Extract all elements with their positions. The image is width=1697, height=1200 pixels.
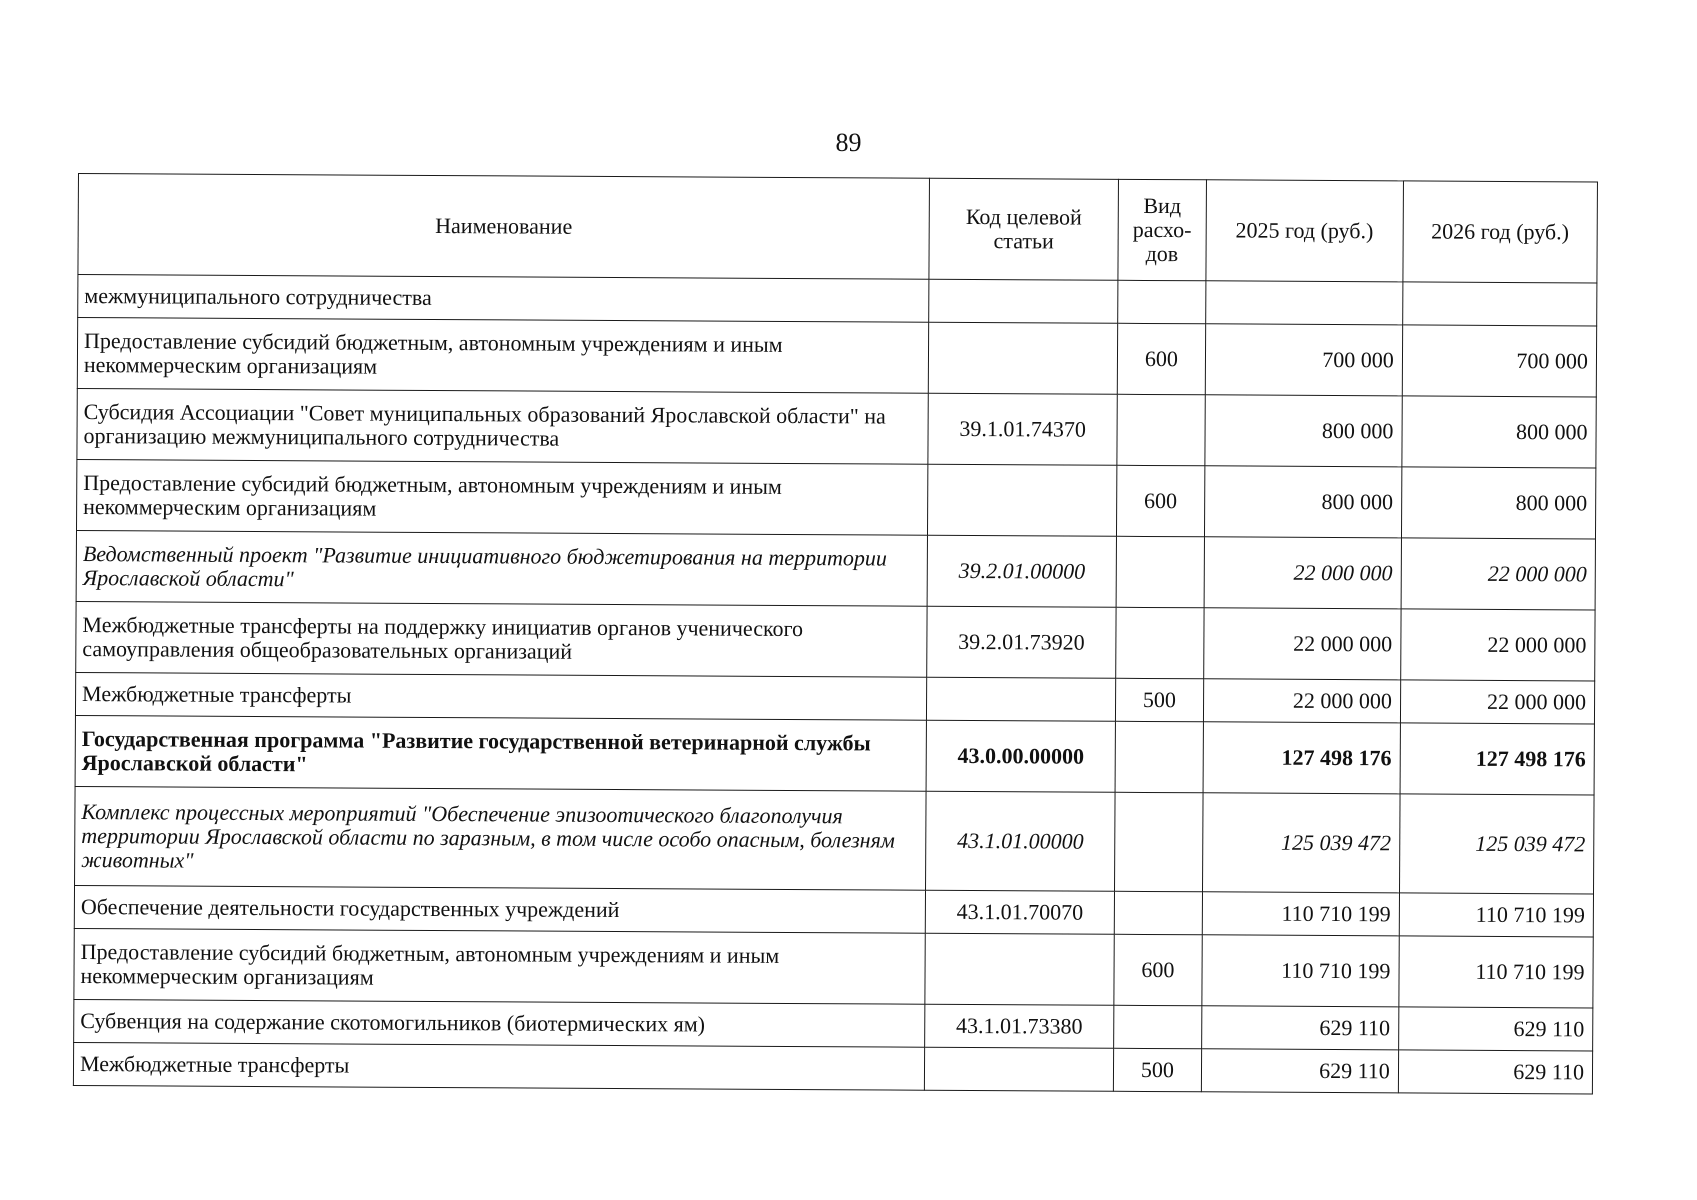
row-2026: 22 000 000: [1401, 609, 1596, 681]
row-kind: [1117, 394, 1205, 465]
row-2025: 110 710 199: [1202, 935, 1400, 1007]
row-kind: [1115, 721, 1203, 792]
page-number: 89: [835, 128, 862, 157]
row-2026: 127 498 176: [1400, 723, 1595, 795]
row-2026: 700 000: [1402, 325, 1597, 397]
row-2025: 700 000: [1205, 324, 1403, 396]
row-name: Комплекс процессных мероприятий "Обеспечение эпизоотического благополучия территории Ярославской области по заразным, в том числе особо опасным, болезням животных": [75, 786, 927, 890]
row-2025: 125 039 472: [1202, 793, 1400, 893]
row-name: Ведомственный проект "Развитие инициативного бюджетирования на территории Ярославской области": [76, 530, 927, 606]
row-2025: 22 000 000: [1203, 679, 1400, 723]
row-code: 39.1.01.74370: [928, 393, 1118, 465]
header-name: Наименование: [78, 174, 930, 280]
row-2026: 800 000: [1401, 467, 1596, 539]
row-2026: 629 110: [1398, 1050, 1592, 1094]
table-row: [75, 786, 1595, 893]
table-row: [76, 530, 1595, 609]
row-code: 43.1.01.00000: [926, 791, 1116, 891]
row-2025: 800 000: [1204, 466, 1402, 538]
row-kind: 600: [1117, 323, 1205, 394]
row-name: Государственная программа "Развитие государственной ветеринарной службы Ярославской области": [75, 715, 926, 791]
table-header-row: [78, 174, 1598, 283]
row-kind: [1118, 280, 1206, 323]
header-2026: 2026 год (руб.): [1403, 181, 1598, 283]
header-2025: 2025 год (руб.): [1206, 180, 1404, 282]
row-name: Межбюджетные трансферты на поддержку инициатив органов ученического самоуправления общеобразовательных организаций: [76, 601, 927, 677]
row-2026: 110 710 199: [1399, 936, 1594, 1008]
table-row: [73, 1042, 1592, 1093]
row-name: Обеспечение деятельности государственных учреждений: [74, 885, 925, 933]
row-2026: [1402, 282, 1596, 326]
row-kind: 600: [1114, 934, 1202, 1005]
row-kind: [1116, 536, 1204, 607]
row-kind: 500: [1114, 1048, 1202, 1091]
table-row: [74, 928, 1593, 1007]
row-2025: 22 000 000: [1204, 537, 1402, 609]
row-code: [929, 279, 1118, 323]
row-code: [925, 933, 1115, 1005]
row-name: Субвенция на содержание скотомогильников (биотермических ям): [74, 999, 925, 1047]
row-2026: 22 000 000: [1401, 538, 1596, 610]
row-code: 43.1.01.70070: [925, 890, 1114, 934]
row-name: Предоставление субсидий бюджетным, автономным учреждениям и иным некоммерческим организациям: [77, 459, 928, 535]
row-2025: 127 498 176: [1203, 722, 1401, 794]
row-2026: 110 710 199: [1399, 893, 1593, 937]
row-kind: [1115, 792, 1203, 891]
header-kind: Вид расхо-дов: [1118, 179, 1206, 280]
table-row: [77, 318, 1596, 397]
row-name: Субсидия Ассоциации "Совет муниципальных образований Ярославской области" на организацию межмуниципального сотрудничества: [77, 388, 928, 464]
budget-table: [73, 173, 1598, 1094]
table-row: [77, 459, 1596, 538]
row-name: Предоставление субсидий бюджетным, автономным учреждениям и иным некоммерческим организациям: [77, 318, 928, 394]
row-code: [924, 1047, 1113, 1091]
row-code: 39.2.01.73920: [927, 606, 1117, 678]
row-kind: [1114, 891, 1202, 934]
row-name: Межбюджетные трансферты: [73, 1042, 924, 1090]
row-2026: 629 110: [1398, 1007, 1592, 1051]
table-row: [77, 388, 1596, 467]
table-row: [75, 715, 1594, 794]
row-code: 43.0.00.00000: [926, 720, 1116, 792]
row-2025: 800 000: [1205, 395, 1403, 467]
row-2025: 110 710 199: [1202, 892, 1399, 936]
row-2025: 629 110: [1201, 1006, 1398, 1050]
row-name: межмуниципального сотрудничества: [78, 275, 929, 323]
row-2025: 22 000 000: [1203, 608, 1401, 680]
row-2025: [1205, 281, 1402, 325]
row-2026: 22 000 000: [1400, 680, 1594, 724]
row-kind: [1116, 607, 1204, 678]
row-name: Межбюджетные трансферты: [75, 672, 926, 720]
row-code: 43.1.01.73380: [925, 1004, 1114, 1048]
row-kind: 500: [1116, 678, 1204, 721]
table-row: [76, 601, 1595, 680]
row-name: Предоставление субсидий бюджетным, автономным учреждениям и иным некоммерческим организациям: [74, 928, 925, 1004]
row-code: [928, 464, 1118, 536]
row-kind: 600: [1117, 465, 1205, 536]
row-2026: 125 039 472: [1399, 794, 1594, 894]
row-code: 39.2.01.00000: [927, 535, 1117, 607]
row-2025: 629 110: [1201, 1049, 1398, 1093]
row-2026: 800 000: [1402, 396, 1597, 468]
row-code: [928, 322, 1118, 394]
header-code: Код целевой статьи: [929, 178, 1119, 280]
row-code: [926, 677, 1115, 721]
row-kind: [1114, 1005, 1202, 1048]
